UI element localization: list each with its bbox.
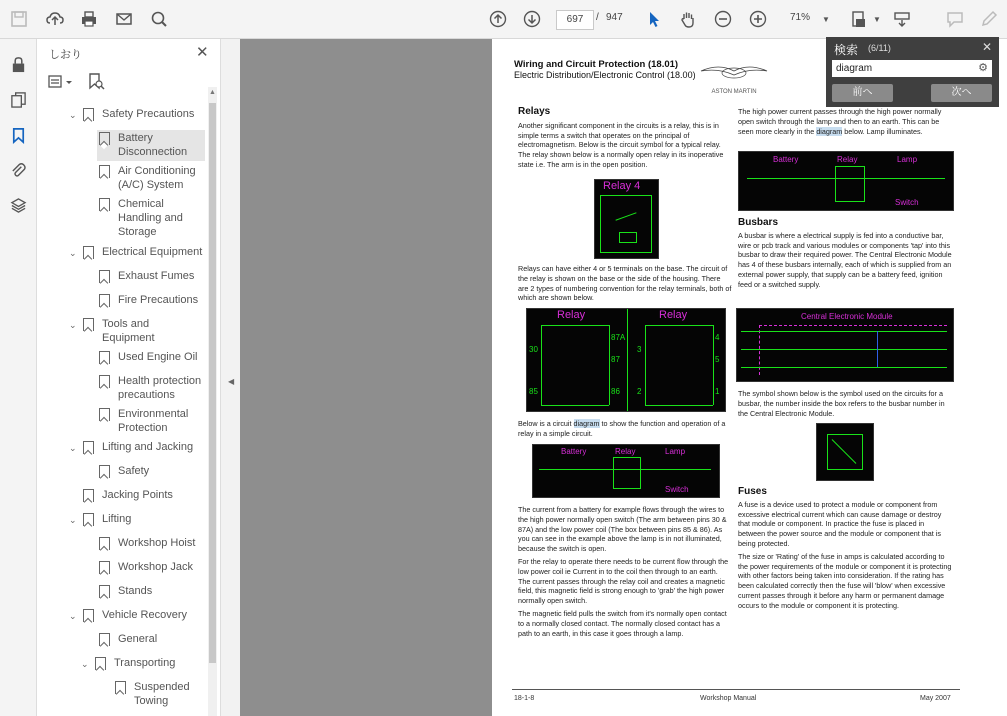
pin-label: 2 — [637, 387, 642, 396]
bookmark-icon — [83, 246, 94, 259]
zoom-in-icon[interactable] — [747, 8, 769, 30]
bookmark-label: Exhaust Fumes — [118, 270, 195, 282]
bookmark-icon — [95, 657, 106, 670]
bookmark-label: Tools and Equipment — [102, 318, 155, 344]
print-icon[interactable] — [78, 8, 100, 30]
bookmark-icon — [99, 561, 110, 574]
bookmark-item[interactable] — [97, 560, 193, 574]
bookmark-label: Workshop Hoist — [118, 537, 196, 549]
select-cursor-icon[interactable] — [643, 8, 665, 30]
header-title: Wiring and Circuit Protection (18.01) — [514, 59, 679, 70]
scroll-up-icon[interactable]: ▲ — [209, 89, 216, 96]
bookmark-label: Workshop Jack — [118, 561, 193, 573]
bookmark-label: Used Engine Oil — [118, 351, 198, 363]
bookmark-icon — [99, 633, 110, 646]
footer-date: May 2007 — [920, 695, 951, 702]
chevron-down-icon[interactable]: ⌄ — [69, 611, 77, 621]
bookmark-item[interactable] — [81, 488, 173, 502]
left-column-4 — [518, 505, 732, 638]
chevron-down-icon[interactable]: ▼ — [873, 14, 881, 24]
bookmark-item[interactable] — [97, 350, 198, 364]
diagram-label: Switch — [895, 198, 919, 207]
chevron-down-icon[interactable]: ▼ — [822, 14, 830, 24]
right-column — [738, 107, 952, 136]
collapse-panel-icon[interactable]: ◀ — [228, 377, 235, 386]
diagram-label: Relay 4 — [603, 180, 641, 192]
scrollbar-thumb[interactable] — [209, 103, 216, 663]
paragraph: A busbar is where a electrical supply is fed into a conductive bar, wire or pcb track and various modules or components 'tap' into this busbar to draw their required power. The Central Electronic Module has 4 of these busbars internally, each of which is supplied from an external power supply, that supply can be a battery feed, ignition feed or a switched supply. — [738, 230, 952, 289]
paragraph: Relays can have either 4 or 5 terminals on the base. The circuit of the relay is shown on the base or the side of the housing. There are 2 types of numbering convention for the relay terminals, both of which are shown below. — [518, 264, 732, 303]
diagram-label: Switch — [665, 485, 689, 494]
page-number-input[interactable]: 697 — [556, 10, 594, 30]
pin-label: 5 — [715, 355, 720, 364]
text-span: The high power current passes through the high power normally open switch through the lamp and then to an earth. This can be seen more clearly in the — [738, 107, 942, 136]
paragraph: The size or 'Rating' of the fuse in amps is calculated according to the power requirements of the module or component it is protecting with other factors being taken into consideration. If the rating has been calculated correctly then the fuse will 'blow' when excessive current passes through it before any harm or permanent damage occurs to the module or component it is protecting. — [738, 551, 952, 610]
bookmark-icon — [83, 489, 94, 502]
bookmark-label: Vehicle Recovery — [102, 609, 187, 621]
page-total: 947 — [606, 12, 623, 23]
bookmark-item[interactable] — [97, 464, 149, 478]
bookmark-icon — [99, 537, 110, 550]
bookmark-icon — [99, 198, 110, 211]
bookmark-item[interactable] — [97, 632, 157, 646]
zoom-level-select[interactable]: 71% — [790, 12, 811, 23]
footer-title: Workshop Manual — [700, 695, 757, 702]
page-header — [514, 59, 696, 80]
bookmark-item[interactable] — [69, 512, 131, 527]
pin-label: 4 — [715, 333, 720, 342]
bookmark-label: Transporting — [114, 657, 176, 669]
find-title: 検索 — [834, 43, 859, 57]
hand-tool-icon[interactable] — [677, 8, 699, 30]
bookmark-icon — [99, 408, 110, 421]
cloud-upload-icon[interactable] — [44, 8, 66, 30]
bookmark-item[interactable] — [113, 680, 213, 708]
page-separator: / — [596, 12, 599, 23]
diagram-label: Lamp — [897, 155, 918, 164]
bookmark-label: Battery Disconnection — [118, 132, 188, 158]
document-canvas — [240, 39, 1007, 716]
bookmark-item[interactable] — [97, 164, 207, 192]
save-icon[interactable] — [8, 8, 30, 30]
bookmark-label: Fire Precautions — [118, 294, 199, 306]
comment-icon[interactable] — [944, 8, 966, 30]
footer-page-number: 18-1-8 — [514, 695, 535, 702]
footer-rule — [512, 689, 960, 690]
zoom-out-icon[interactable] — [712, 8, 734, 30]
bookmark-icon — [99, 375, 110, 388]
keyboard-scroll-icon[interactable] — [891, 8, 913, 30]
bookmark-label: Chemical Handling and Storage — [118, 198, 183, 238]
bookmarks-title: しおり — [49, 49, 82, 61]
bookmark-label: Health protection precautions — [118, 375, 202, 401]
bookmark-icon — [99, 585, 110, 598]
find-next-button[interactable]: 次へ — [931, 84, 992, 102]
bookmarks-scrollbar[interactable] — [208, 87, 217, 716]
bookmark-label: Jacking Points — [102, 489, 173, 501]
diagram-label: Relay — [837, 155, 858, 164]
bookmark-item[interactable] — [69, 440, 193, 455]
close-icon[interactable]: ✕ — [196, 44, 209, 61]
header-subtitle: Electric Distribution/Electronic Control (18.00) — [514, 70, 696, 80]
pages-icon[interactable] — [8, 89, 28, 109]
bookmark-label: Electrical Equipment — [102, 246, 203, 258]
document-page — [492, 39, 1007, 716]
bookmark-item[interactable] — [69, 608, 187, 623]
section-heading: Fuses — [738, 486, 767, 497]
chevron-down-icon[interactable]: ⌄ — [81, 659, 89, 669]
bookmark-label: Safety — [118, 465, 150, 477]
paragraph: The magnetic field pulls the switch from it's normally open contact to a normally closed contact. The normally closed contact has a path to an earth, in this case it goes through a lamp. — [518, 608, 727, 638]
bookmark-icon — [83, 108, 94, 121]
right-column-3 — [738, 389, 952, 418]
find-previous-button[interactable]: 前へ — [832, 84, 893, 102]
bookmark-icon — [83, 609, 94, 622]
chevron-down-icon[interactable]: ⌄ — [69, 248, 77, 258]
bookmark-icon — [115, 681, 126, 694]
bookmark-icon — [83, 513, 94, 526]
page-up-icon[interactable] — [487, 8, 509, 30]
page-down-icon[interactable] — [521, 8, 543, 30]
lock-icon[interactable] — [8, 54, 28, 74]
bookmark-item[interactable] — [97, 374, 209, 402]
section-heading: Busbars — [738, 217, 779, 228]
layers-icon[interactable] — [8, 195, 28, 215]
bookmark-item[interactable] — [69, 107, 194, 122]
bookmark-item[interactable] — [81, 656, 175, 671]
chevron-down-icon[interactable]: ⌄ — [69, 110, 77, 120]
find-match-count: (6/11) — [868, 43, 891, 53]
bookmark-label: Suspended Towing — [134, 681, 190, 707]
bookmark-item[interactable] — [69, 317, 209, 345]
chevron-down-icon[interactable]: ⌄ — [69, 320, 77, 330]
bookmark-item[interactable] — [97, 407, 209, 435]
pin-label: 3 — [637, 345, 642, 354]
left-icon-rail — [0, 39, 37, 716]
find-panel — [826, 37, 999, 107]
right-column-2 — [738, 218, 952, 290]
relay-pin-diagram — [526, 308, 726, 412]
text-span: to show the function and operation of a relay in a simple circuit. — [518, 419, 726, 438]
close-icon[interactable]: ✕ — [982, 40, 993, 54]
left-column — [518, 107, 732, 170]
bookmark-item[interactable] — [69, 245, 202, 260]
bookmark-icon — [99, 294, 110, 307]
pin-label: 30 — [529, 345, 538, 354]
pin-label: 85 — [529, 387, 538, 396]
bookmark-label: General — [118, 633, 158, 645]
paragraph: Another significant component in the circuits is a relay, this is in simple terms a switch that operates on the principal of electromagnetism. Below is the circuit symbol for a typical relay. The relay shown below is a normally open relay in its inoperative state i.e. The arm is in the open position. — [518, 120, 724, 169]
diagram-label: Battery — [561, 447, 587, 456]
bookmark-icon — [99, 351, 110, 364]
bookmark-icon — [99, 270, 110, 283]
paragraph: A fuse is a device used to protect a module or component from excessive electrical current which can cause damage or destroy that module or component. In practice the fuse is placed in between the power source and the module or component that is being protected. — [738, 499, 942, 548]
bookmark-item[interactable] — [97, 293, 198, 307]
bookmark-item[interactable] — [97, 536, 195, 550]
find-input[interactable] — [832, 60, 992, 77]
logo-text: ASTON MARTIN — [711, 89, 757, 95]
bookmark-label: Lifting — [102, 513, 132, 525]
bookmark-options-icon[interactable] — [47, 73, 77, 91]
bookmark-item[interactable] — [97, 269, 194, 283]
text-span: below. Lamp illuminates. — [842, 126, 923, 136]
bookmark-item[interactable] — [97, 130, 205, 161]
diagram-label: Relay — [659, 309, 688, 321]
bookmark-icon — [83, 441, 94, 454]
pin-label: 1 — [715, 387, 720, 396]
bookmark-icon[interactable] — [8, 125, 28, 145]
gear-icon[interactable]: ⚙ — [978, 62, 988, 74]
panel-splitter[interactable] — [220, 39, 241, 716]
bookmark-label: Lifting and Jacking — [102, 441, 194, 453]
busbar-symbol-diagram — [816, 423, 874, 481]
bookmark-label: Safety Precautions — [102, 108, 195, 120]
paragraph: The symbol shown below is the symbol used on the circuits for a busbar, the number inside the box refers to the busbar number in the Central Electronic Module. — [738, 389, 945, 418]
relay-circuit-diagram — [532, 444, 720, 498]
paragraph: For the relay to operate there needs to be current flow through the low power coil ie Current in to the coil then through to an earth. The current passes through the relay coil and creates a magnetic field, this magnetic field is strong enough to 'grab' the high power normally open switch. — [518, 556, 729, 606]
relay4-diagram — [594, 179, 659, 259]
pin-label: 87A — [611, 333, 626, 342]
left-column-3 — [518, 419, 732, 439]
paragraph: The current from a battery for example flows through the wires to the high power normally open switch (The arm between pins 30 & 87A) and the low power coil (The box between pins 85 & 86). As you can see in the example above the lamp is in not illuminated, because the switch is open. — [518, 505, 727, 554]
pin-label: 87 — [611, 355, 620, 364]
right-column-4 — [738, 487, 952, 611]
pin-label: 86 — [611, 387, 620, 396]
search-highlight: diagram — [573, 419, 600, 428]
lamp-circuit-diagram — [738, 151, 954, 211]
diagram-label: Relay — [615, 447, 636, 456]
bookmark-item[interactable] — [97, 584, 152, 598]
bookmark-icon — [99, 132, 110, 145]
chevron-down-icon[interactable]: ⌄ — [69, 443, 77, 453]
aston-martin-logo — [699, 59, 769, 99]
bookmark-label: Environmental Protection — [118, 408, 189, 434]
bookmark-icon — [99, 165, 110, 178]
bookmark-icon — [99, 465, 110, 478]
section-heading: Relays — [518, 106, 551, 117]
chevron-down-icon[interactable]: ⌄ — [69, 515, 77, 525]
search-highlight: diagram — [816, 126, 843, 136]
bookmark-item[interactable] — [97, 197, 207, 239]
main-toolbar — [0, 0, 1007, 39]
text-span: Below is a circuit — [518, 419, 574, 428]
find-bookmark-icon[interactable] — [87, 73, 107, 91]
email-icon[interactable] — [113, 8, 135, 30]
cem-busbar-diagram — [736, 308, 954, 382]
find-query[interactable]: diagram — [836, 63, 873, 74]
bookmark-label: Stands — [118, 585, 153, 597]
attachment-icon[interactable] — [8, 160, 28, 180]
bookmarks-panel — [37, 39, 220, 716]
bookmark-icon — [83, 318, 94, 331]
diagram-label: Lamp — [665, 447, 686, 456]
search-icon[interactable] — [148, 8, 170, 30]
left-column-2 — [518, 264, 732, 303]
diagram-label: Central Electronic Module — [801, 312, 893, 321]
bookmark-label: Air Conditioning (A/C) System — [118, 165, 196, 191]
pen-icon[interactable] — [978, 8, 1000, 30]
diagram-label: Relay — [557, 309, 586, 321]
diagram-label: Battery — [773, 155, 799, 164]
